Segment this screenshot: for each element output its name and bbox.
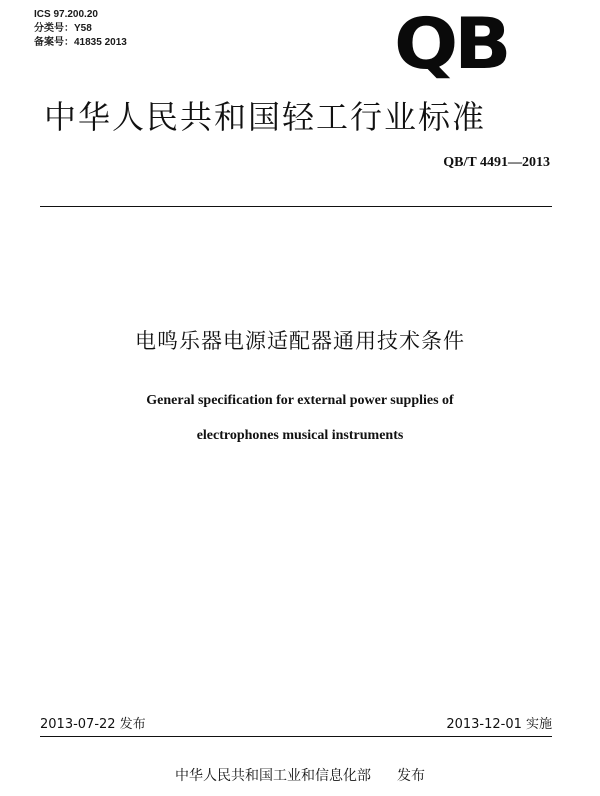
document-title-english-line1: General specification for external power supplies of — [146, 393, 454, 408]
classification-number: 分类号：Y58 — [34, 23, 92, 34]
qb-logo: QB — [394, 3, 508, 85]
standard-number: QB/T 4491—2013 — [443, 155, 550, 170]
issuer-line — [0, 766, 600, 786]
ics-code: ICS 97.200.20 — [34, 9, 98, 20]
bottom-divider — [40, 736, 552, 737]
record-number: 备案号：41835 2013 — [34, 37, 127, 48]
issuer-action: 发布 — [397, 768, 425, 784]
document-title-chinese: 电鸣乐器电源适配器通用技术条件 — [135, 329, 465, 353]
metadata-block — [34, 8, 127, 50]
industry-standard-title: 中华人民共和国轻工行业标准 — [44, 98, 487, 136]
implementation-date: 2013-12-01 实施 — [446, 717, 552, 732]
document-title-english-line2: electrophones musical instruments — [196, 428, 404, 443]
issuer-name: 中华人民共和国工业和信息化部 — [175, 768, 371, 784]
release-date: 2013-07-22 发布 — [40, 717, 146, 732]
top-divider — [40, 206, 552, 207]
